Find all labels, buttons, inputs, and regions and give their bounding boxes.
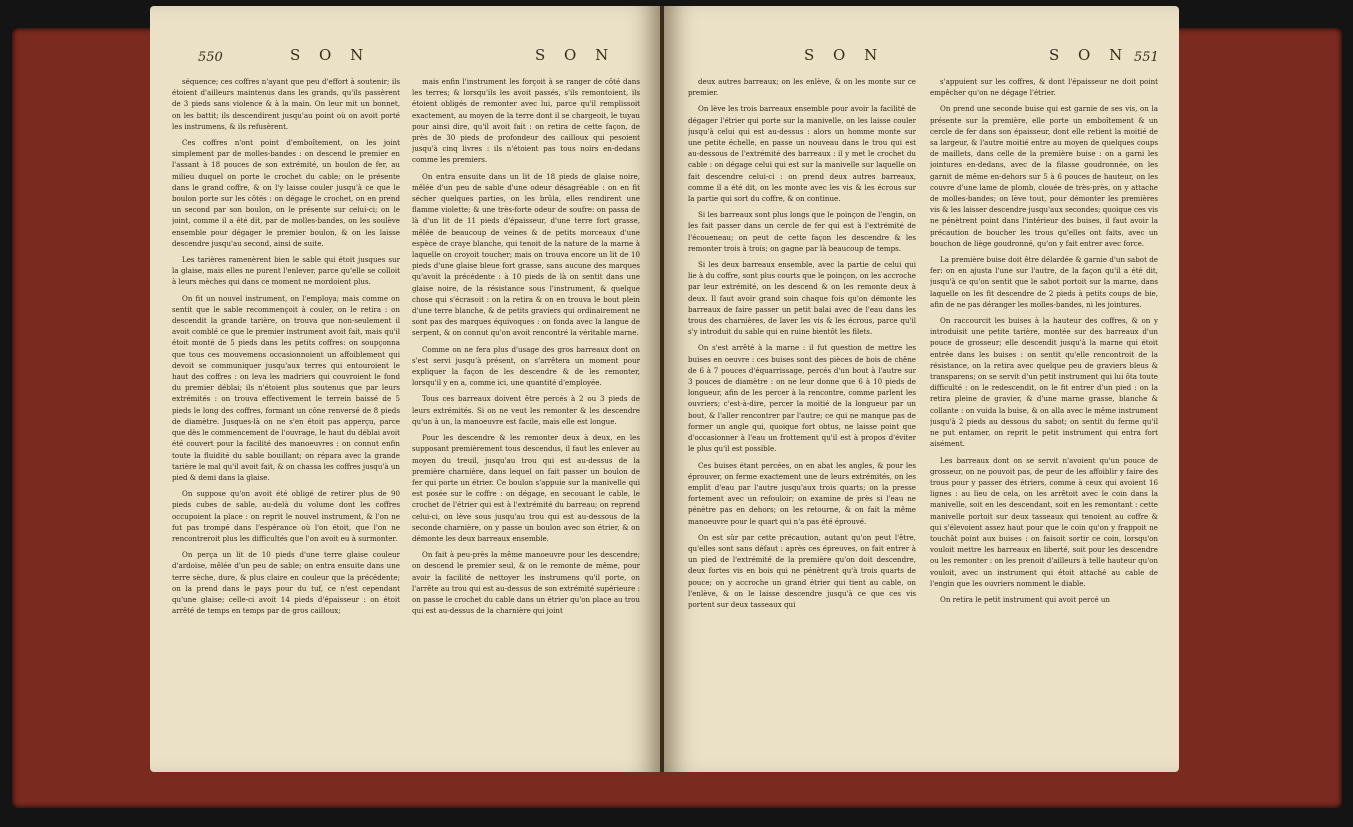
- paragraph: mais enfin l'instrument les forçoit à se ranger de côté dans les terres; & lorsqu'ils les avoit passés, s'ils remontoient, ils étoient obligés de remonter avec lui, parce qu'il remplissoit exactement, au moyen de la terre dont il se chargeoit, le tuyau pour ainsi dire, qu'il avoit fait : on retira de cette façon, de près de 30 pieds de profondeur des cailloux qui pesoient jusqu'à cinq livres : ils n'étoient pas tous noirs en-dedans comme les premiers.: [412, 77, 640, 165]
- paragraph: Pour les descendre & les remonter deux à deux, en les supposant premièrement tous descendus, il faut les enlever au moyen du treuil, jusqu'au trou qui est au-dessus de la première charnière, dans lequel on fait passer un boulon de fer qui porte un étrier. Ce boulon s'appuie sur la manivelle qui est posée sur le coffre : on dégage, en secouant le cable, le crochet de l'étrier qui est à l'extrémité du barreau; on reprend celui-ci, on lève sous jusqu'au trou qui est au-dessous de la seconde charnière, on y passe un boulon avec son étrier, & on démonte les deux barreaux ensemble.: [412, 433, 640, 543]
- paragraph: On suppose qu'on avoit été obligé de retirer plus de 90 pieds cubes de sable, au-delà du volume dont les coffres occupoient la place : on reprit le nouvel instrument, & l'on ne fut pas trompé dans l'espérance où l'on étoit, que l'on ne rencontreroit plus les difficultés que l'on avoit eu à surmonter.: [172, 489, 400, 543]
- running-header: S O N: [1049, 46, 1130, 64]
- running-header: S O N: [290, 46, 371, 64]
- text-column: [172, 76, 400, 766]
- text-column: [412, 76, 640, 766]
- text-column: [688, 76, 916, 766]
- paragraph: On lève les trois barreaux ensemble pour avoir la facilité de dégager l'étrier qui porte sur la manivelle, on les laisse couler jusqu'à celui qui est au-dessus : alors un homme monte sur une petite échelle, en passe un nouveau dans le trou qui est au-dessous de l'extrémité des barreaux : il y met le crochet du cable : on dégage celui qui est sur la manivelle sur laquelle on fait descendre celui-ci : on prend deux autres barreaux, comme il a été dit, on les monte avec les vis & les écrous sur la partie qui sort du coffre, & on continue.: [688, 104, 916, 204]
- paragraph: On fait à peu-près la même manoeuvre pour les descendre; on descend le premier seul, & on le remonte de même, pour avoir la facilité de nettoyer les instrumens qu'il porte, on l'arrête au trou qui est au-dessus de son extrémité supérieure : on passe le crochet du cable dans un étrier qu'on place au trou qui est au-dessus de la charnière qui joint: [412, 550, 640, 616]
- paragraph: On entra ensuite dans un lit de 18 pieds de glaise noire, mêlée d'un peu de sable d'une odeur désagréable : on en fit sécher quelques parties, on les brûla, elles rendirent une flamme violette; & une très-forte odeur de soufre: on passa de là d'un lit de 11 pieds d'épaisseur, d'une terre fort grasse, mêlée de beaucoup de veines & de petits morceaux d'une espèce de craye blanche, qui tenoit de la nature de la marne à laquelle on croyoit toucher; mais on trouva encore un lit de 10 pieds d'une glaise bleue fort grasse, sans aucune des marques qu'avoit la précédente : à 10 pieds de là on sentit dans une glaise noire, de la résistance sous l'instrument, & quelque chose qui s'écrasoit : on la retira & on en trouva le bout plein d'une terre blanche, & de petits graviers qui ordinairement ne sont pas des marques équivoques : on fonda avec la langue de serpent, & on connut qu'on avoit rencontré la véritable marne.: [412, 171, 640, 338]
- paragraph: On raccourcit les buises à la hauteur des coffres, & on y introduisit une petite tarière, montée sur des barreaux d'un pouce de grosseur; elle descendit jusqu'à la marne qui étoit entrée dans les buises : on sentit qu'elle rencontroit de la résistance, on la retira avec quelque peu de graviers bleus & transparens; on se servit d'un petit instrument qui lui ôta toute difficulté : on le redescendit, on le fit entrer d'un pied : on la retira pleine de gravier, & d'une marne grasse, blanche & collante : on vuida la buise, & on alla avec le même instrument jusqu'à 2 pieds au dessous du sabot; on sentit du ferme qu'il ne put entamer, on reprit le petit instrument qui entra fort aisément.: [930, 316, 1158, 449]
- paragraph: Ces coffres n'ont point d'emboîtement, on les joint simplement par de molles-bandes : on descend le premier en l'assant à 18 pouces de son extrémité, un boulon de fer, au milieu duquel on porte le crochet du cable; on le présente dans le grand coffre, & on l'y laisse couler jusqu'à ce que le boulon porte sur les côtés : on dégage le crochet, on en prend un second par son boulon, on le présente sur celui-ci; on le joint, comme il a été dit, par de molles-bandes, on les soulève ensemble pour dégager le premier boulon, & on les laisse descendre jusqu'au second, ainsi de suite.: [172, 138, 400, 248]
- paragraph: Les barreaux dont on se servit n'avoient qu'un pouce de grosseur, on ne pouvoit pas, de peur de les affoiblir y faire des trous pour y passer des étriers, comme à ceux qui avoient 16 lignes : au lieu de cela, on les arrêtoit avec le coin dans la manivelle, soit en les descendant, soit en les remontant : cette manivelle portoit sur deux tasseaux qui tenoient au coffre & qui s'élevoient assez haut pour que le coin qu'on y frappoit ne touchât point aux buises : on faisoit sortir ce coin, lorsqu'on vouloit mettre les barreaux en liberté, soit pour les descendre ou les remonter : on les prenoit d'ailleurs à telle hauteur qu'on vouloit, avec un instrument qui étoit attaché au cable de l'engin que les ouvriers nomment le diable.: [930, 455, 1158, 588]
- paragraph: séquence; ces coffres n'ayant que peu d'effort à soutenir; ils étoient d'ailleurs maintenus dans les grands, qu'ils passèrent de 3 pieds sans violence & à la main. On leur mit un bonnet, on les battit; ils descendirent jusqu'au point où on avoit porté les instrumens, & ils refusèrent.: [172, 77, 400, 131]
- paragraph: La première buise doit être délardée & garnie d'un sabot de fer: on en ajusta l'une sur l'autre, de la façon qu'il a été dit, jusqu'à ce qu'on sentit que le sabot portoit sur la marne, dans laquelle on les fit descendre de 2 pieds à petits coups de bie, afin de ne pas déranger les molles-bandes, ni les jointures.: [930, 255, 1158, 309]
- right-page: [664, 6, 1179, 772]
- paragraph: Si les barreaux sont plus longs que le poinçon de l'engin, on les fait passer dans un cercle de fer qui est à l'extrémité de l'écoueneau; on peut de cette façon les descendre & les remonter trois à trois; on gagne par là beaucoup de temps.: [688, 210, 916, 253]
- paragraph: s'appuient sur les coffres, & dont l'épaisseur ne doit point empêcher qu'on ne dégage l'étrier.: [930, 77, 1158, 98]
- paragraph: On s'est arrêté à la marne : il fut question de mettre les buises en oeuvre : ces buises sont des pièces de bois de chêne de 6 à 7 pouces d'équarrissage, percés d'un bout à l'autre sur 3 pouces de diamètre : on ne leur donne que 6 à 10 pieds de longueur, afin de les percer à la rencontre, comme parlent les ouvriers; c'est-à-dire, percer la moitié de la longueur par un bout, & l'aller rencontrer par l'autre; ce qui ne manque pas de former un angle qui, quoique fort obtus, ne laisse point que d'occasionner à l'eau un frottement qu'il est à propos d'éviter le plus qu'il est possible.: [688, 343, 916, 454]
- paragraph: Comme on ne fera plus d'usage des gros barreaux dont on s'est servi jusqu'à présent, on s'arrêtera un moment pour expliquer la façon de les descendre & de les remonter, lorsqu'il y en a, comme ici, une quantité d'employée.: [412, 344, 640, 388]
- paragraph: Ces buises étant percées, on en abat les angles, & pour les éprouver, on ferme exactement une de leurs extrémités, on les emplit d'eau par l'autre jusqu'aux trois quarts; on la presse fortement avec un refouloir; on examine de près si l'eau ne pénètre pas en dehors; on les retourne, & on fait la même manoeuvre pour le quart qui n'a pas été éprouvé.: [688, 460, 916, 526]
- paragraph: On prend une seconde buise qui est garnie de ses vis, on la présente sur la première, elle porte un emboîtement & un cercle de fer dans son épaisseur, dont elle retient la moitié de sa largeur, & l'autre moitié entre au moyen de quelques coups de maillets, dans celle de la première buise : on a garni les jointures en-dedans, avec de la filasse goudronnée, on les garnit de même en-dehors sur 5 à 6 pouces de hauteur, on les couvre d'une lame de plomb, clouée de très-près, on y attache de molles-bandes; on lève tout, pour démonter les premières vis & les laisser descendre jusqu'aux secondes; quoique ces vis ne pénètrent point dans l'intérieur des buises, il faut avoir la précaution de boucher les trous qu'elles ont faits, avec un bouchon de liège goudronné, qu'on y fait entrer avec force.: [930, 104, 1158, 248]
- text-column: [930, 76, 1158, 766]
- paragraph: Si les deux barreaux ensemble, avec la partie de celui qui lie à du coffre, sont plus courts que le poinçon, on les accroche par leur extrémité, on les descend & on les remonte deux à deux. Il faut avoir grand soin chaque fois qu'on démonte les barreaux de faire passer un petit balai avec de l'eau dans les trous des charnières, de laver les vis & les écrous, parce qu'il s'y introduit du sable qui en ruine bientôt les filets.: [688, 260, 916, 337]
- page-number: 551: [1134, 50, 1159, 65]
- left-page: [150, 6, 660, 772]
- paragraph: deux autres barreaux; on les enlève, & on les monte sur ce premier.: [688, 77, 916, 98]
- running-header: S O N: [535, 46, 616, 64]
- page-number: 550: [198, 50, 223, 65]
- paragraph: On est sûr par cette précaution, autant qu'on peut l'être, qu'elles sont sans défaut : après ces épreuves, on fait entrer à un pied de l'extrémité de la première qu'on doit descendre, deux fortes vis en bois qui ne pénètrent qu'à trois quarts de pouce; on y accroche un grand étrier qui tient au cable, on l'enlève, & on le laisse descendre jusqu'à ce que ces vis portent sur deux tasseaux qui: [688, 532, 916, 609]
- running-header: S O N: [804, 46, 885, 64]
- paragraph: On retira le petit instrument qui avoit percé un: [940, 594, 1111, 604]
- paragraph: Tous ces barreaux doivent être percés à 2 ou 3 pieds de leurs extrémités. Si on ne veut les remonter & les descendre qu'un à un, la manoeuvre est facile, mais elle est longue.: [412, 394, 640, 426]
- paragraph: On perça un lit de 10 pieds d'une terre glaise couleur d'ardoise, mêlée d'un peu de sable; on entra ensuite dans une terre sèche, dure, & plus claire en couleur que la précédente; on la prend dans le pays pour du tuf, ce n'est cependant qu'une glaise; celle-ci avoit 14 pieds d'épaisseur : on étoit arrêté de temps en temps par de gros cailloux;: [172, 550, 400, 616]
- paragraph: On fit un nouvel instrument, on l'employa; mais comme on sentit que le sable recommençoit à couler, on le retira : on descendit la grande tarière, on trouva que non-seulement il avoit comblé ce que le premier instrument avoit fait, mais qu'il étoit monté de 5 pieds dans les petits coffres: on soupçonna que tous ces mouvemens occasionnoient un affoiblement qui devoit se communiquer jusqu'aux terres qui entouroient le haut des coffres : on leva les madriers qui couvroient le fond du premier déblai; ils n'étoient plus soutenus que par leurs extrémités : on trouva effectivement le terrein baissé de 5 pieds le long des coffres, formant un cône renversé de 8 pieds de diamètre. Jusques-là on ne s'en étoit pas apperçu, parce que dès le commencement de l'ouvrage, le haut du déblai avoit été couvert pour la facilité des manoeuvres : on connut enfin toute la fluidité du sable bouillant; on répara avec la grande tarière le mal qu'il avoit fait, & on chassa les coffres jusqu'à un pied & demi dans la glaise.: [172, 293, 400, 482]
- paragraph: Les tarières ramenèrent bien le sable qui étoit jusques sur la glaise, mais elles ne purent l'enlever, parce qu'elle se colloit à leurs mèches qui dans ce moment ne mordoient plus.: [172, 255, 400, 287]
